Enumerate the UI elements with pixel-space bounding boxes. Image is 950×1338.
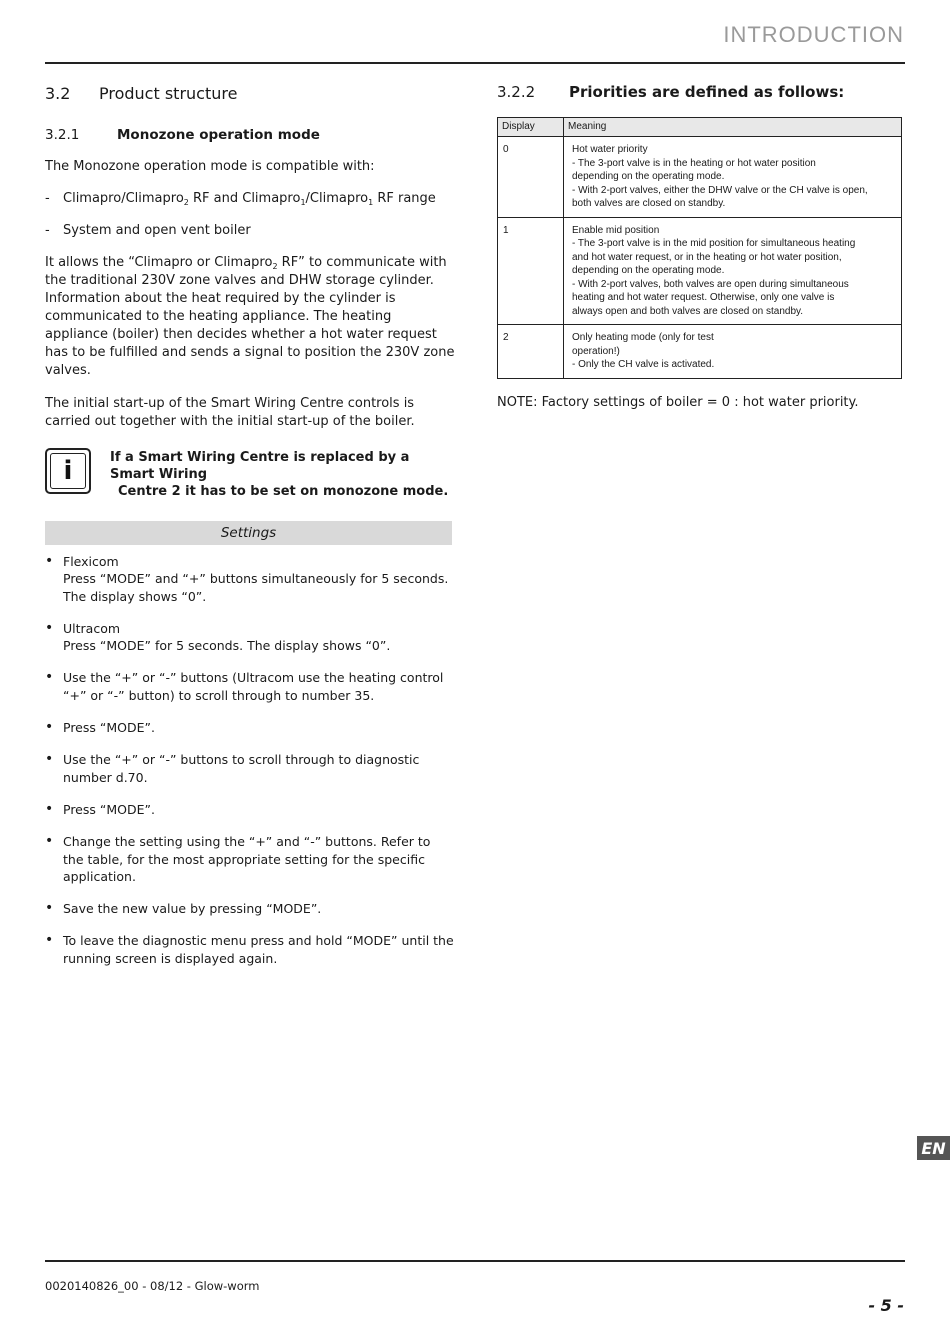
- compat-text: RF range: [373, 191, 436, 206]
- subscript: 1: [368, 198, 374, 207]
- header-section-title: INTRODUCTION: [723, 22, 904, 47]
- step-text: • Save the new value by pressing “MODE”.: [63, 901, 322, 917]
- table-row: [498, 325, 902, 379]
- compat-item-boiler: [45, 222, 251, 240]
- step-text: • To leave the diagnostic menu press and hold “MODE” until the running screen is displayed again.: [63, 933, 454, 966]
- column-header-display: Display: [498, 118, 564, 137]
- subsection-number: 3.2.2: [497, 83, 536, 101]
- list-item: [45, 620, 455, 655]
- section-title: Product structure: [99, 84, 238, 103]
- info-note-line2: Centre 2 it has to be set on monozone mode.: [118, 484, 449, 499]
- step-text: • Change the setting using the “+” and “-” buttons. Refer to the table, for the most appropriate setting for the specific application.: [63, 834, 431, 884]
- info-icon: [45, 448, 91, 494]
- paragraph-text: It allows the “Climapro or Climapro: [45, 255, 273, 270]
- meaning-line: heating and hot water request. Otherwise, only one valve is: [572, 292, 835, 303]
- compat-text: /Climapro: [305, 191, 369, 206]
- compat-text: Climapro/Climapro: [63, 191, 184, 206]
- settings-bar: [45, 521, 452, 545]
- language-tab-label: EN: [921, 1138, 946, 1158]
- info-note: [110, 449, 455, 500]
- compat-text: System and open vent boiler: [63, 223, 251, 238]
- footer-rule: [45, 1260, 905, 1262]
- list-item: [45, 833, 455, 885]
- display-cell: 2: [498, 325, 564, 379]
- footer-document-code: 0020140826_00 - 08/12 - Glow-worm: [45, 1279, 260, 1293]
- priorities-table: [497, 117, 902, 379]
- meaning-line: - With 2-port valves, both valves are open during simultaneous: [572, 278, 849, 290]
- table-row: [498, 137, 902, 218]
- list-item: [45, 801, 455, 818]
- table-header-row: [498, 118, 902, 137]
- settings-steps-list: [45, 553, 455, 981]
- dash-marker: -: [45, 191, 50, 206]
- step-text: • Use the “+” or “-” buttons (Ultracom use the heating control “+” or “-” button) to scroll through to number 35.: [63, 670, 444, 703]
- meaning-line: operation!): [572, 345, 620, 357]
- subscript: 1: [300, 198, 306, 207]
- step-text: • Ultracom Press “MODE” for 5 seconds. The display shows “0”.: [63, 620, 391, 654]
- meaning-line: always open and both valves are closed on standby.: [572, 305, 804, 317]
- meaning-cell: [564, 217, 902, 325]
- language-tab: [917, 1136, 950, 1160]
- step-text: • Use the “+” or “-” buttons to scroll through to diagnostic number d.70.: [63, 752, 420, 785]
- meaning-cell: [564, 137, 902, 218]
- meaning-line: - The 3-port valve is in the mid position for simultaneous heating: [572, 238, 856, 249]
- meaning-line: - With 2-port valves, either the DHW valve or the CH valve is open,: [572, 184, 868, 196]
- subsection-heading-monozone: [45, 127, 320, 143]
- list-item: [45, 719, 455, 736]
- settings-label: Settings: [220, 525, 277, 541]
- subsection-heading-priorities: [497, 83, 844, 101]
- meaning-line: - The 3-port valve is in the heating or hot water position: [572, 157, 816, 169]
- subsection-title: Monozone operation mode: [117, 127, 320, 143]
- subsection-title: Priorities are defined as follows:: [569, 83, 845, 101]
- section-number: 3.2: [45, 84, 71, 103]
- display-cell: 1: [498, 217, 564, 325]
- display-cell: 0: [498, 137, 564, 218]
- meaning-cell: [564, 325, 902, 379]
- subsection-number: 3.2.1: [45, 127, 80, 143]
- list-item: [45, 751, 455, 786]
- step-text: • Flexicom Press “MODE” and “+” buttons simultaneously for 5 seconds. The display shows “0”.: [63, 554, 449, 604]
- meaning-line: - Only the CH valve is activated.: [572, 359, 715, 370]
- page-number: - 5 -: [868, 1296, 904, 1315]
- compat-text: RF and Climapro: [188, 191, 301, 206]
- info-note-line1: If a Smart Wiring Centre is replaced by a Smart Wiring: [110, 450, 410, 482]
- meaning-line: Enable mid position: [572, 224, 660, 236]
- info-icon-glyph: i: [50, 453, 86, 489]
- intro-paragraph: The Monozone operation mode is compatible with:: [45, 159, 375, 174]
- step-text: • Press “MODE”.: [63, 720, 155, 736]
- header-rule: [45, 62, 905, 64]
- communication-paragraph: [45, 254, 455, 380]
- factory-settings-note: NOTE: Factory settings of boiler = 0 : hot water priority.: [497, 395, 859, 410]
- meaning-line: both valves are closed on standby.: [572, 198, 726, 209]
- paragraph-text: RF” to communicate with the traditional 230V zone valves and DHW storage cylinder. Information about the heat required by the cylinder is communicated to the heating appliance. The heating appliance (boiler) then decides whether a hot water request has to be fulfilled and sends a signal to position the 230V zone valves.: [45, 255, 455, 378]
- meaning-line: depending on the operating mode.: [572, 265, 725, 276]
- compat-item-climapro: [45, 190, 436, 208]
- step-text: • Press “MODE”.: [63, 801, 155, 817]
- column-header-meaning: Meaning: [564, 118, 902, 137]
- list-item: [45, 900, 455, 917]
- list-item: [45, 553, 455, 605]
- list-item: [45, 932, 455, 967]
- subscript: 2: [272, 262, 278, 271]
- meaning-line: depending on the operating mode.: [572, 171, 725, 182]
- list-item: [45, 669, 455, 704]
- meaning-line: Hot water priority: [572, 144, 648, 155]
- meaning-line: Only heating mode (only for test: [572, 332, 714, 343]
- subscript: 2: [183, 198, 189, 207]
- table-row: [498, 217, 902, 325]
- dash-marker: -: [45, 223, 50, 238]
- meaning-line: and hot water request, or in the heating or hot water position,: [572, 251, 842, 263]
- startup-paragraph: The initial start-up of the Smart Wiring Centre controls is carried out together with the initial start-up of the boiler.: [45, 396, 415, 429]
- section-heading: [45, 84, 237, 103]
